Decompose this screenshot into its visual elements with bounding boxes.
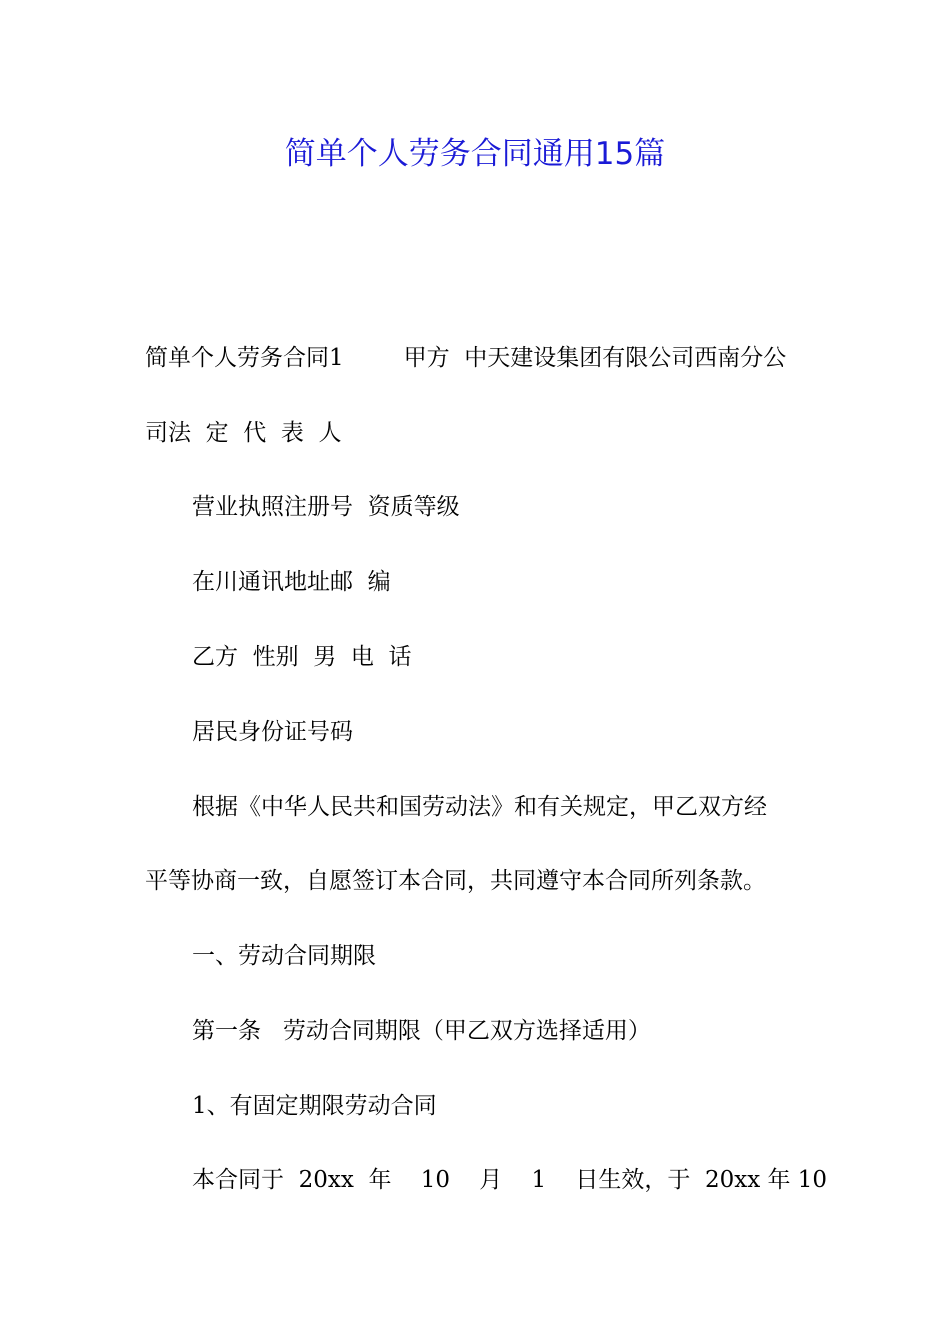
address-line: 在川通讯地址邮 编 — [192, 569, 391, 595]
business-license-line: 营业执照注册号 资质等级 — [192, 494, 460, 520]
paragraph-line: 平等协商一致，自愿签订本合同，共同遵守本合同所列条款。 — [145, 868, 766, 894]
section-heading: 一、劳动合同期限 — [192, 943, 376, 969]
document-title: 简单个人劳务合同通用15篇 — [284, 136, 666, 172]
legal-rep-line: 司法 定 代 表 人 — [145, 420, 342, 446]
contract-number: 简单个人劳务合同1 — [145, 345, 344, 371]
article-heading: 第一条 劳动合同期限（甲乙双方选择适用） — [192, 1018, 651, 1044]
effective-date-line: 本合同于 20xx 年 10 月 1 日生效，于 20xx 年 10 — [192, 1167, 828, 1193]
id-number-line: 居民身份证号码 — [192, 719, 353, 745]
paragraph-line: 根据《中华人民共和国劳动法》和有关规定，甲乙双方经 — [192, 794, 767, 820]
party-a-line: 甲方 中天建设集团有限公司西南分公 — [403, 345, 787, 371]
party-b-line: 乙方 性别 男 电 话 — [192, 644, 412, 670]
contract-header-line — [145, 342, 786, 374]
clause-line: 1、有固定期限劳动合同 — [192, 1093, 437, 1119]
